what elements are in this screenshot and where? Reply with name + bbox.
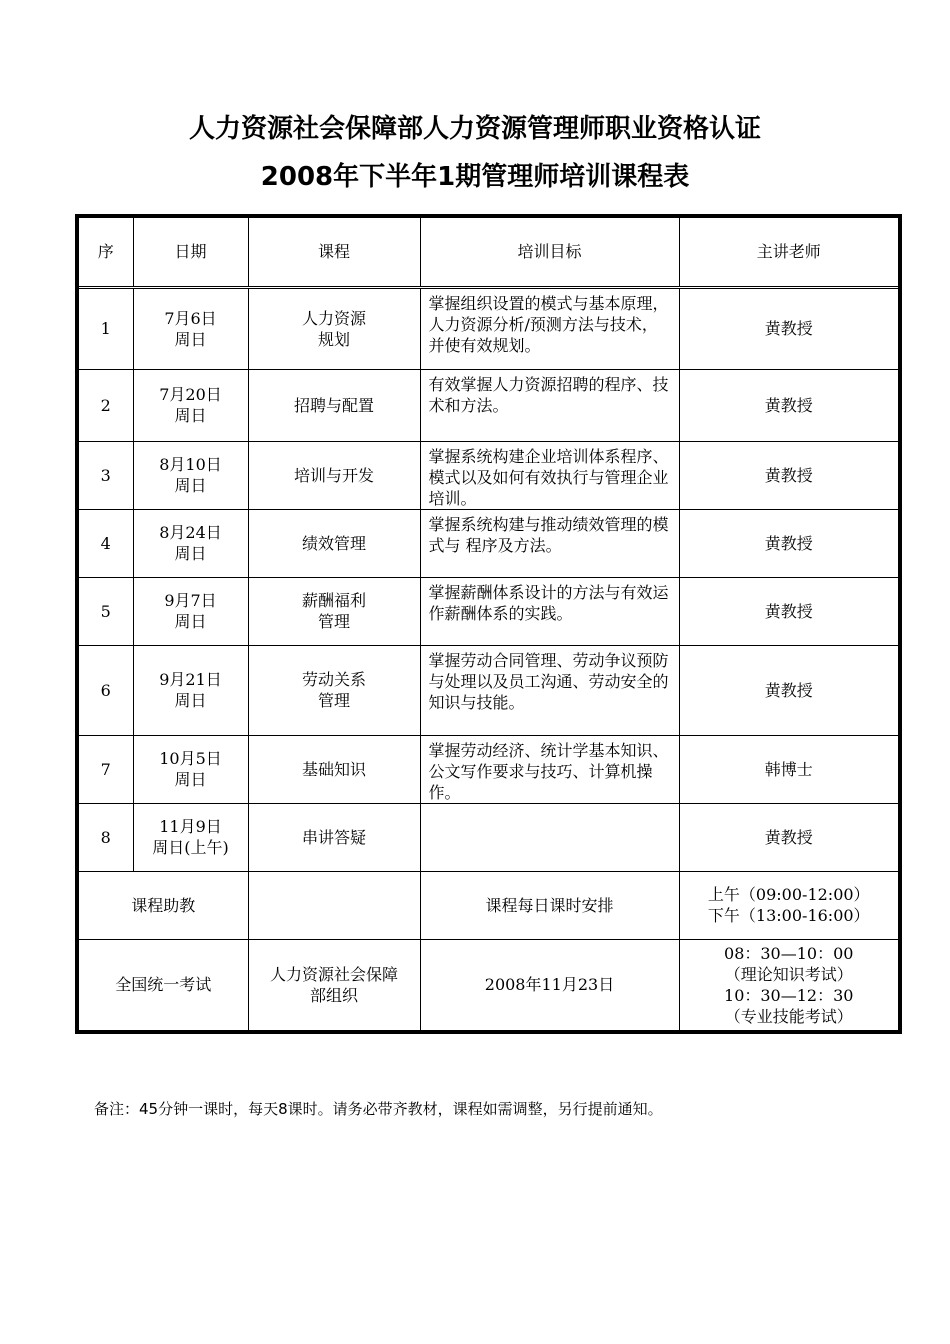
date-day: 11月9日 (159, 817, 222, 836)
row-date (133, 577, 248, 645)
table-row (79, 509, 898, 577)
row-seq: 1 (79, 287, 133, 369)
course-line1: 薪酬福利 (301, 591, 366, 610)
table-row (79, 441, 898, 509)
row-goal: 掌握劳动经济、统计学基本知识、公文写作要求与技巧、计算机操作。 (420, 735, 679, 803)
course-line2: 管理 (317, 612, 350, 631)
row-goal: 掌握劳动合同管理、劳动争议预防与处理以及员工沟通、劳动安全的知识与技能。 (420, 645, 679, 735)
table-row (79, 369, 898, 441)
date-day: 8月24日 (159, 523, 222, 542)
row-goal: 有效掌握人力资源招聘的程序、技术和方法。 (420, 369, 679, 441)
row-date (133, 509, 248, 577)
row-date (133, 803, 248, 871)
row-course (248, 803, 420, 871)
row-course (248, 369, 420, 441)
date-weekday: 周日 (174, 691, 207, 710)
row-teacher: 黄教授 (679, 287, 898, 369)
date-day: 10月5日 (159, 749, 222, 768)
row-teacher: 韩博士 (679, 735, 898, 803)
page-title: 人力资源社会保障部人力资源管理师职业资格认证 (188, 114, 761, 144)
exam-date: 2008年11月23日 (420, 939, 679, 1030)
assistant-value (248, 871, 420, 939)
row-teacher: 黄教授 (679, 369, 898, 441)
row-goal (420, 803, 679, 871)
exam-times (679, 939, 898, 1030)
schedule-table (79, 218, 898, 1030)
header-teacher: 主讲老师 (679, 218, 898, 287)
row-teacher: 黄教授 (679, 645, 898, 735)
footnote: 备注：45分钟一课时，每天8课时。请务必带齐教材，课程如需调整，另行提前通知。 (94, 1100, 663, 1118)
course-line2: 规划 (317, 329, 350, 349)
exam-organizer (248, 939, 420, 1030)
row-teacher: 黄教授 (679, 509, 898, 577)
date-day: 9月7日 (164, 591, 217, 610)
row-course (248, 441, 420, 509)
course-line1: 人力资源 (301, 308, 366, 328)
date-day: 7月20日 (159, 385, 222, 404)
row-seq: 6 (79, 645, 133, 735)
row-date (133, 441, 248, 509)
row-course (248, 735, 420, 803)
exam-time1: 08：30—10：00 (724, 943, 854, 963)
date-weekday: 周日 (174, 476, 207, 495)
table-row (79, 645, 898, 735)
row-seq: 8 (79, 803, 133, 871)
row-date (133, 287, 248, 369)
date-day: 7月6日 (164, 308, 217, 328)
course-line1: 劳动关系 (301, 670, 366, 689)
assistant-row (79, 871, 898, 939)
row-seq: 7 (79, 735, 133, 803)
header-seq: 序 (79, 218, 133, 287)
schedule-label: 课程每日课时安排 (420, 871, 679, 939)
row-teacher: 黄教授 (679, 441, 898, 509)
date-weekday: 周日 (174, 329, 207, 349)
schedule-table-frame (75, 214, 902, 1034)
row-course (248, 287, 420, 369)
exam-label: 全国统一考试 (79, 939, 248, 1030)
row-teacher: 黄教授 (679, 577, 898, 645)
table-row (79, 735, 898, 803)
course-line2: 管理 (317, 691, 350, 710)
row-seq: 2 (79, 369, 133, 441)
schedule-morning: 上午（09:00-12:00） (707, 885, 870, 904)
row-course (248, 509, 420, 577)
assistant-label: 课程助教 (79, 871, 248, 939)
row-date (133, 645, 248, 735)
organizer-line2: 部组织 (309, 985, 358, 1005)
page-subtitle: 2008年下半年1期管理师培训课程表 (260, 162, 690, 192)
date-weekday: 周日 (174, 770, 207, 789)
date-day: 9月21日 (159, 670, 222, 689)
date-weekday: 周日 (174, 406, 207, 425)
schedule-afternoon: 下午（13:00-16:00） (707, 906, 870, 925)
row-goal: 掌握系统构建与推动绩效管理的模式与 程序及方法。 (420, 509, 679, 577)
row-teacher: 黄教授 (679, 803, 898, 871)
row-seq: 5 (79, 577, 133, 645)
row-goal: 掌握系统构建企业培训体系程序、模式以及如何有效执行与管理企业培训。 (420, 441, 679, 509)
date-day: 8月10日 (159, 455, 222, 474)
exam-type2: （专业技能考试） (724, 1006, 853, 1026)
row-course (248, 577, 420, 645)
date-weekday: 周日 (174, 612, 207, 631)
row-goal: 掌握组织设置的模式与基本原理，人力资源分析/预测方法与技术，并使有效规划。 (420, 287, 679, 369)
row-seq: 3 (79, 441, 133, 509)
table-row (79, 287, 898, 369)
exam-row (79, 939, 898, 1030)
header-goal: 培训目标 (420, 218, 679, 287)
course-line1: 基础知识 (301, 759, 366, 779)
table-row (79, 577, 898, 645)
table-header-row (79, 218, 898, 287)
date-weekday: 周日 (174, 544, 207, 563)
date-weekday: 周日(上午) (152, 838, 229, 857)
exam-type1: （理论知识考试） (724, 964, 853, 984)
course-line1: 绩效管理 (301, 533, 366, 553)
header-date: 日期 (133, 218, 248, 287)
exam-time2: 10：30—12：30 (724, 985, 854, 1005)
row-date (133, 369, 248, 441)
header-course: 课程 (248, 218, 420, 287)
row-date (133, 735, 248, 803)
row-seq: 4 (79, 509, 133, 577)
course-line1: 招聘与配置 (293, 395, 374, 415)
course-line1: 串讲答疑 (301, 827, 366, 847)
row-goal: 掌握薪酬体系设计的方法与有效运作薪酬体系的实践。 (420, 577, 679, 645)
organizer-line1: 人力资源社会保障 (269, 964, 398, 984)
row-course (248, 645, 420, 735)
course-line1: 培训与开发 (293, 465, 374, 485)
schedule-times (679, 871, 898, 939)
table-row (79, 803, 898, 871)
